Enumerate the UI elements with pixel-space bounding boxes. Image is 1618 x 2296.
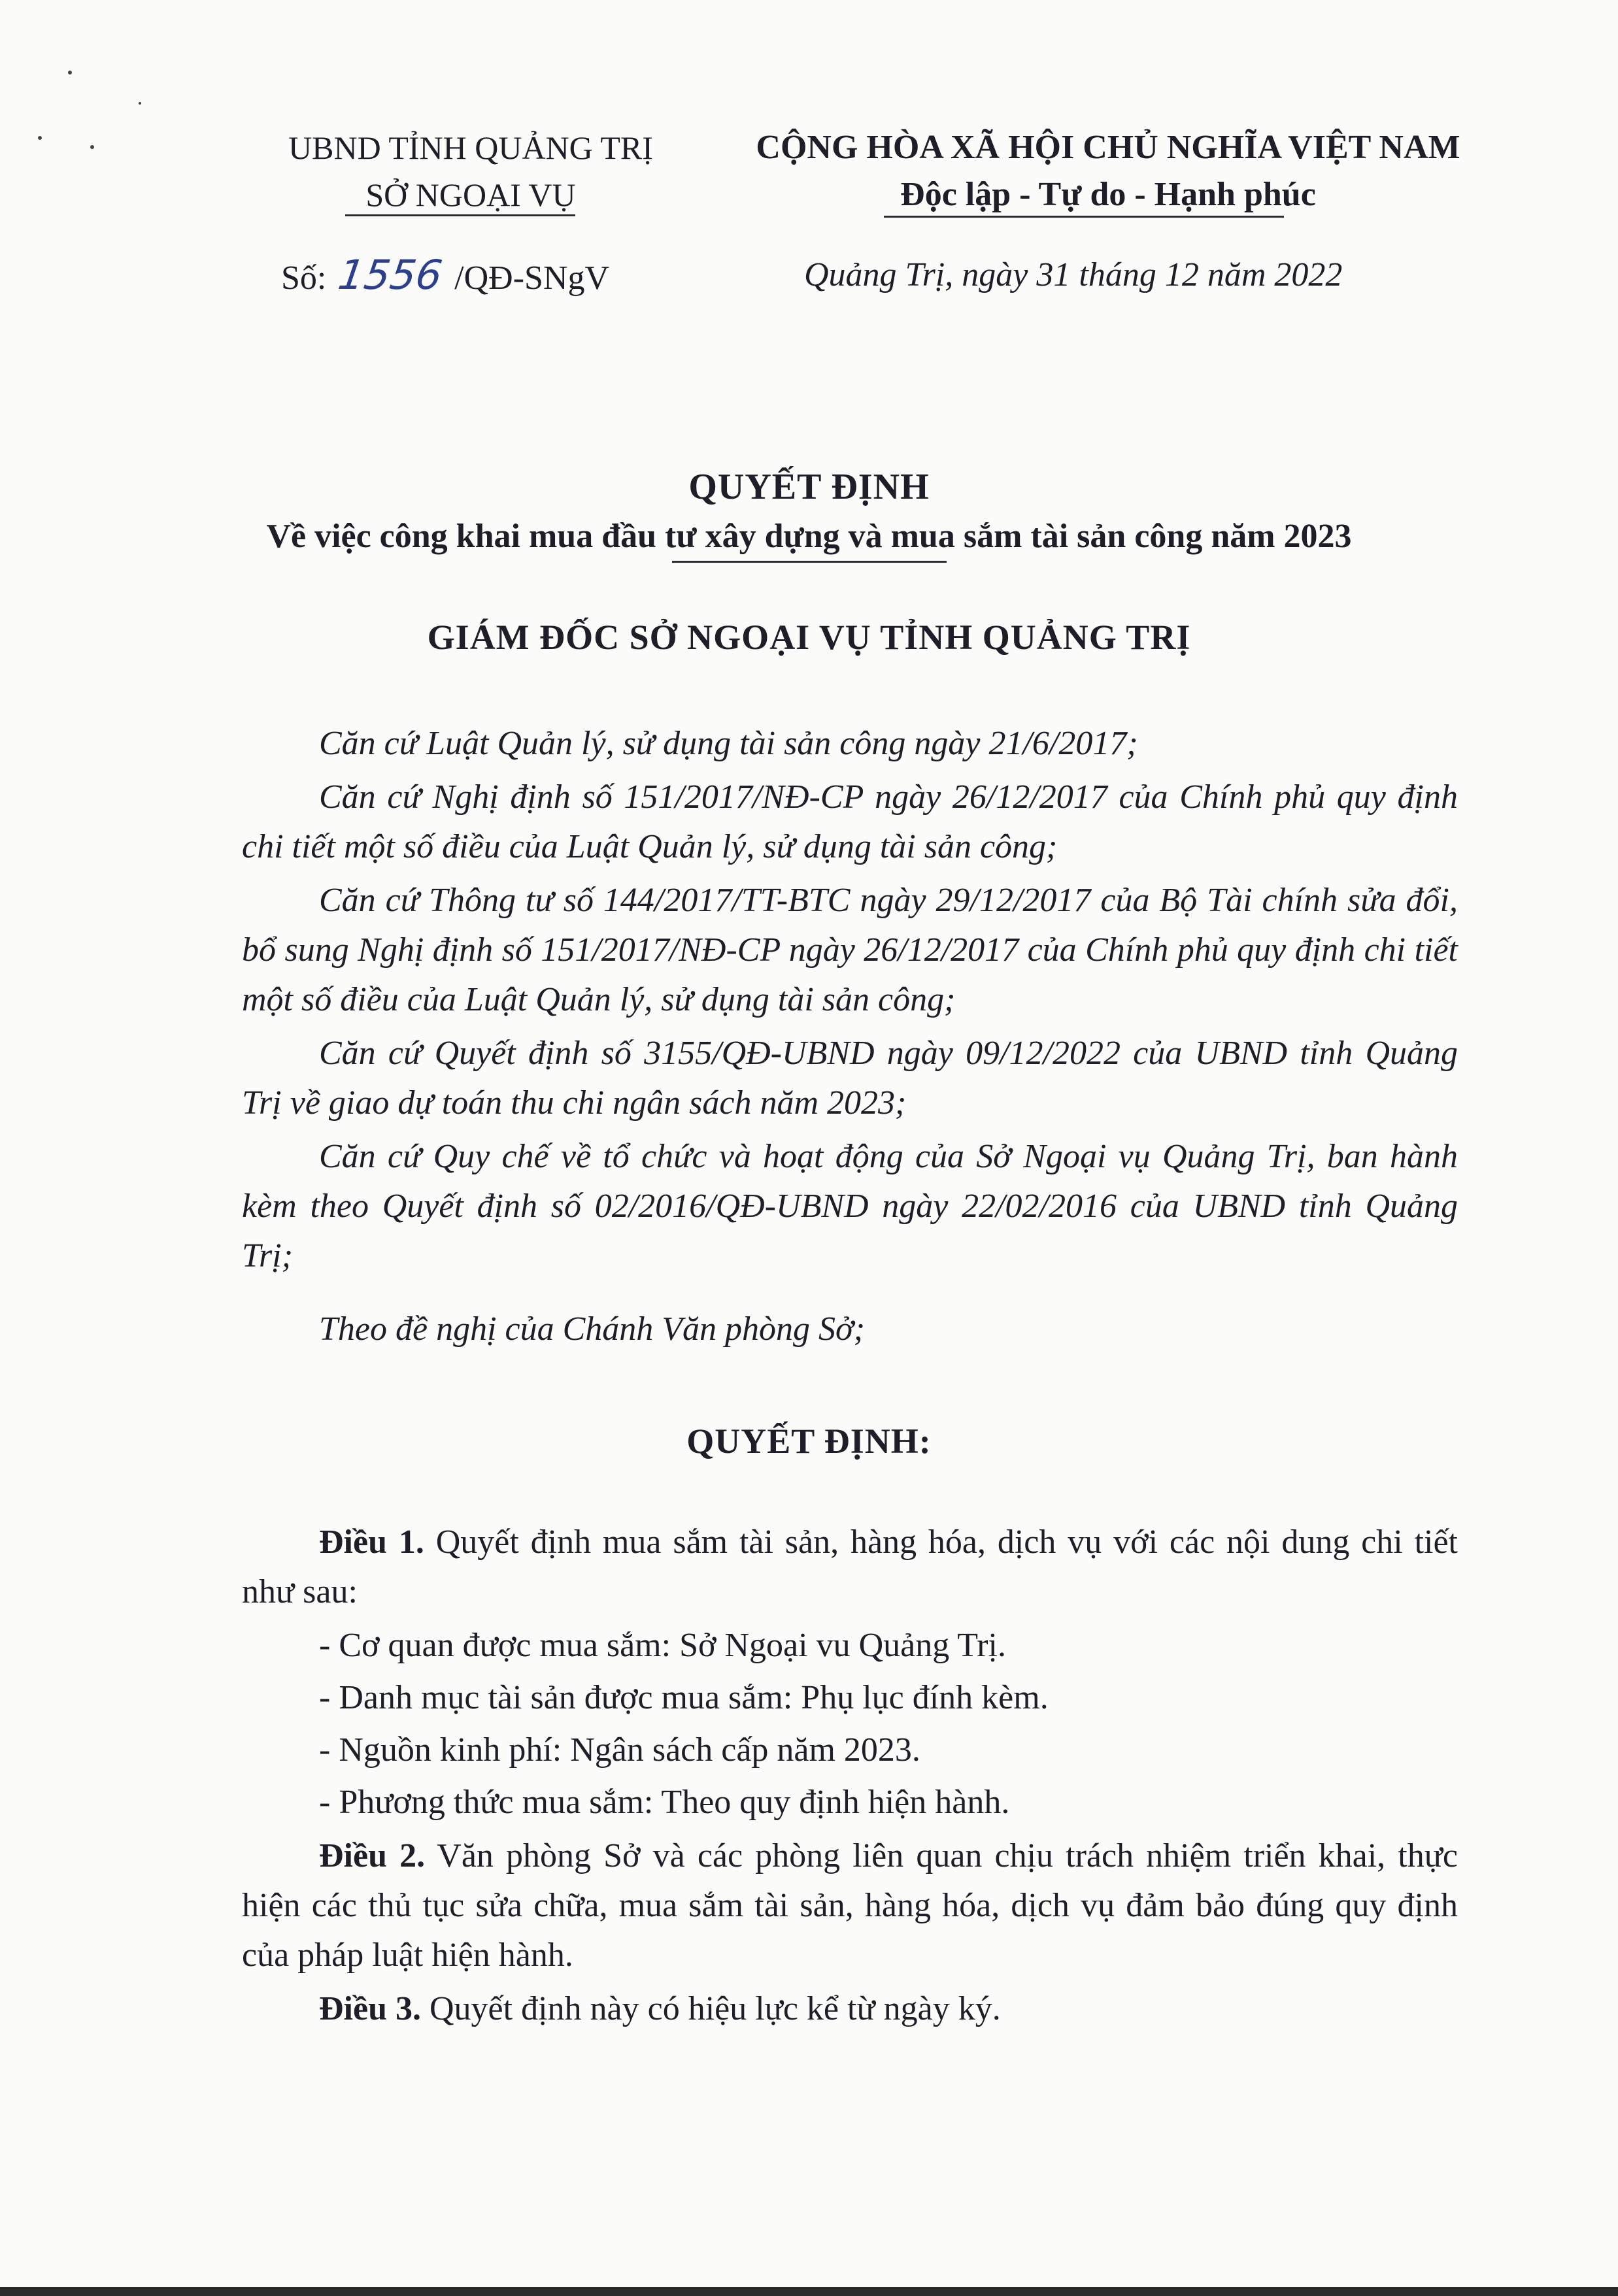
basis-item: Căn cứ Thông tư số 144/2017/TT-BTC ngày 29/12/2017 của Bộ Tài chính sửa đổi, bổ sung Nghị định số 151/2017/NĐ-CP ngày 26/12/2017 của Chính phủ quy định chi tiết một số điều của Luật Quản lý, sử dụng tài sản công;	[242, 882, 1458, 1018]
decision-heading: QUYẾT ĐỊNH:	[686, 1422, 932, 1461]
scan-bottom-edge	[0, 2287, 1618, 2296]
article-1-item: - Cơ quan được mua sắm: Sở Ngoại vu Quảng Trị.	[319, 1627, 1006, 1664]
agency-underline	[345, 214, 575, 216]
article-1-item: - Nguồn kinh phí: Ngân sách cấp năm 2023.	[319, 1731, 920, 1769]
national-heading-block	[713, 124, 1504, 218]
article-3	[242, 1984, 1458, 2034]
basis-item: Căn cứ Nghị định số 151/2017/NĐ-CP ngày 26/12/2017 của Chính phủ quy định chi tiết một số điều của Luật Quản lý, sử dụng tài sản công;	[242, 778, 1458, 865]
issuing-agency-block	[222, 124, 719, 218]
agency-name: SỞ NGOẠI VỤ	[365, 176, 576, 213]
handwritten-number: 1556	[335, 251, 446, 299]
article-3-label: Điều 3.	[319, 1990, 421, 2027]
article-1-label: Điều 1.	[319, 1523, 424, 1561]
basis-item: Căn cứ Luật Quản lý, sử dụng tài sản công ngày 21/6/2017;	[319, 725, 1138, 762]
national-motto: Độc lập - Tự do - Hạnh phúc	[900, 176, 1316, 213]
article-2-label: Điều 2.	[319, 1837, 426, 1874]
article-1	[242, 1518, 1458, 1617]
place-date: Quảng Trị, ngày 31 tháng 12 năm 2022	[804, 256, 1343, 293]
country-name: CỘNG HÒA XÃ HỘI CHỦ NGHĨA VIỆT NAM	[756, 129, 1460, 166]
basis-item: Căn cứ Quy chế về tổ chức và hoạt động của Sở Ngoại vụ Quảng Trị, ban hành kèm theo Quyết định số 02/2016/QĐ-UBND ngày 22/02/2016 của UBND tỉnh Quảng Trị;	[242, 1138, 1458, 1274]
article-2	[242, 1831, 1458, 1980]
number-prefix: Số:	[281, 259, 327, 297]
article-1-text: Quyết định mua sắm tài sản, hàng hóa, dịch vụ với các nội dung chi tiết như sau:	[242, 1523, 1458, 1610]
authority-title: GIÁM ĐỐC SỞ NGOẠI VỤ TỈNH QUẢNG TRỊ	[427, 618, 1191, 657]
legal-bases	[242, 719, 1458, 1354]
proposal-line: Theo đề nghị của Chánh Văn phòng Sở;	[319, 1310, 866, 1348]
basis-item: Căn cứ Quyết định số 3155/QĐ-UBND ngày 09/12/2022 của UBND tỉnh Quảng Trị về giao dự toán thu chi ngân sách năm 2023;	[242, 1035, 1458, 1122]
articles	[242, 1518, 1458, 2034]
agency-parent: UBND TỈNH QUẢNG TRỊ	[288, 129, 653, 166]
article-3-text: Quyết định này có hiệu lực kể từ ngày ký.	[421, 1990, 1001, 2027]
article-1-item: - Phương thức mua sắm: Theo quy định hiện hành.	[319, 1784, 1010, 1821]
article-1-item: - Danh mục tài sản được mua sắm: Phụ lục đính kèm.	[319, 1679, 1049, 1716]
subject-underline	[672, 561, 947, 563]
motto-underline	[884, 216, 1284, 218]
document-number	[281, 252, 609, 302]
article-2-text: Văn phòng Sở và các phòng liên quan chịu trách nhiệm triển khai, thực hiện các thủ tục sửa chữa, mua sắm tài sản, hàng hóa, dịch vụ đảm bảo đúng quy định của pháp luật hiện hành.	[242, 1837, 1458, 1974]
document-subject: Về việc công khai mua đầu tư xây dựng và mua sắm tài sản công năm 2023	[266, 518, 1352, 555]
number-suffix: /QĐ-SNgV	[454, 259, 610, 297]
document-type-title: QUYẾT ĐỊNH	[688, 467, 930, 507]
